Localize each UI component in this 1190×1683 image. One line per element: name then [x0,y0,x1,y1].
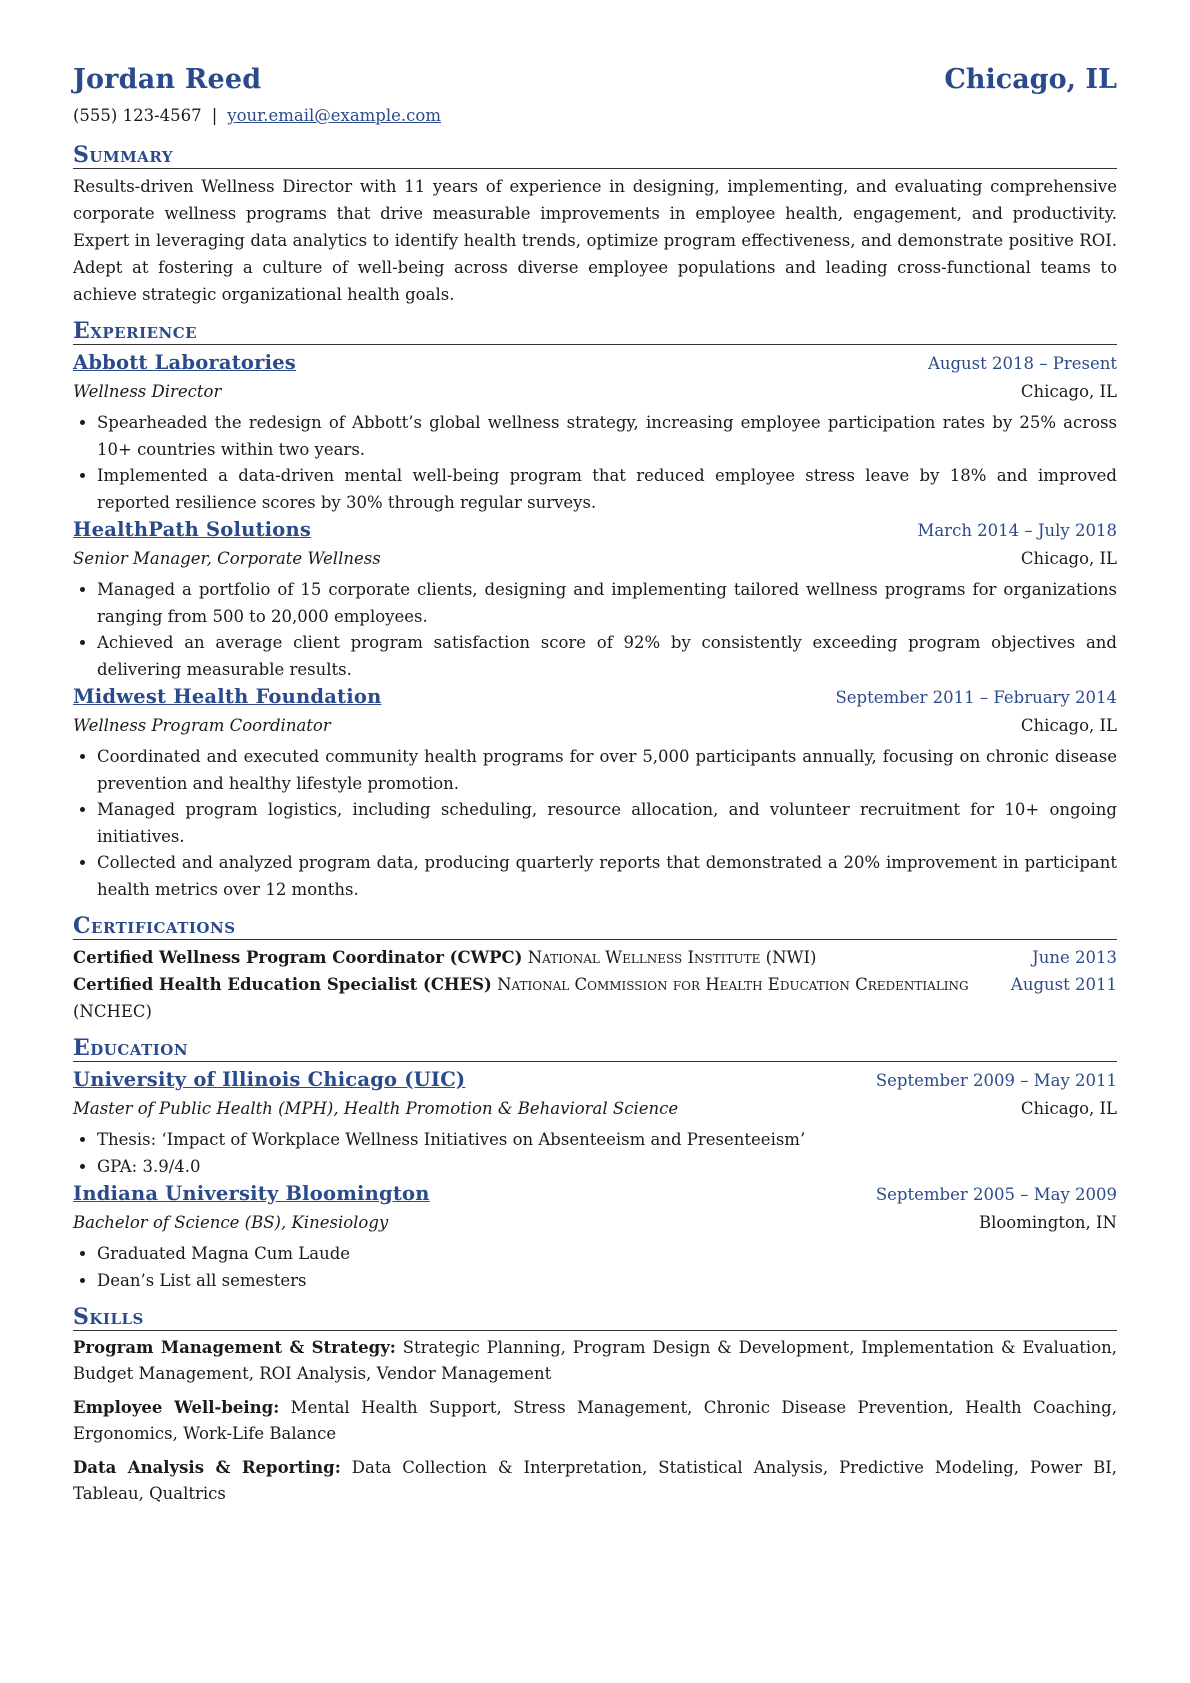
contact-separator: | [211,106,218,125]
skill-group-items: Strategic Planning, Program Design & Development, Implementation & Evaluation, Budget Management, ROI Analysis, Vendor Management [73,1338,1118,1383]
job-dates: August 2018 – Present [927,354,1117,373]
certification-entry [73,971,1117,1025]
list-item: • Dean’s List all semesters [97,1268,1117,1295]
skill-group-items: Mental Health Support, Stress Management, Chronic Disease Prevention, Health Coaching, Ergonomics, Work-Life Balance [73,1398,1117,1443]
section-title-certifications: Certifications [73,913,1117,940]
candidate-name: Jordan Reed [73,64,262,95]
section-title-skills: Skills [73,1304,1117,1331]
resume-header [73,64,1117,104]
school-link[interactable]: University of Illinois Chicago (UIC) [73,1068,466,1091]
contact-line [73,106,1117,132]
certification-issuer: National Commission for Health Education Credentialing (NCHEC) [73,975,969,1021]
job-location: Chicago, IL [1020,382,1117,401]
certification-date: June 2013 [1032,948,1117,967]
school-dates: September 2005 – May 2009 [875,1185,1117,1204]
education-bullets [73,1127,1117,1180]
school-location: Bloomington, IN [978,1213,1117,1232]
section-title-education: Education [73,1035,1117,1062]
certification-name: Certified Wellness Program Coordinator (CWPC) [73,948,523,967]
job-bullets [73,577,1117,683]
school-location: Chicago, IL [1020,1099,1117,1118]
education-bullets [73,1241,1117,1294]
certification-entry [73,944,1117,971]
list-item: • Managed a portfolio of 15 corporate clients, designing and implementing tailored wellness programs for organizations ranging from 500 to 20,000 employees. [97,577,1117,630]
certification-date: August 2011 [1010,975,1117,994]
job-location: Chicago, IL [1020,716,1117,735]
section-title-experience: Experience [73,318,1117,345]
list-item: • Graduated Magna Cum Laude [97,1241,1117,1268]
degree-title: Master of Public Health (MPH), Health Promotion & Behavioral Science [73,1099,679,1118]
employer-link[interactable]: Abbott Laboratories [73,351,296,374]
job-dates: September 2011 – February 2014 [835,688,1117,707]
summary-text: Results-driven Wellness Director with 11 years of experience in designing, implementing, and evaluating comprehensive corporate wellness programs that drive measurable improvements in employee health, engagement, and productivity. Expert in leveraging data analytics to identify health trends, optimize program effectiveness, and demonstrate positive ROI. Adept at fostering a culture of well-being across diverse employee populations and leading cross-functional teams to achieve strategic organizational health goals. [73,177,1117,304]
job-location: Chicago, IL [1020,549,1117,568]
phone-number: (555) 123-4567 [73,106,202,125]
certification-name: Certified Health Education Specialist (CHES) [73,975,492,994]
experience-entry [73,683,1117,903]
degree-title: Bachelor of Science (BS), Kinesiology [73,1213,389,1232]
employer-link[interactable]: HealthPath Solutions [73,518,312,541]
skill-group [73,1455,1117,1507]
list-item: • Collected and analyzed program data, producing quarterly reports that demonstrated a 20% improvement in participant health metrics over 12 months. [97,850,1117,903]
job-title: Wellness Program Coordinator [73,716,331,735]
job-title: Wellness Director [73,382,222,401]
job-dates: March 2014 – July 2018 [917,521,1117,540]
job-bullets [73,410,1117,516]
skill-group [73,1395,1117,1447]
certification-issuer: National Wellness Institute (NWI) [527,948,817,967]
candidate-location: Chicago, IL [944,64,1117,95]
skill-group-items: Data Collection & Interpretation, Statistical Analysis, Predictive Modeling, Power BI, Tableau, Qualtrics [73,1458,1118,1503]
list-item: • GPA: 3.9/4.0 [97,1154,1117,1181]
section-title-summary: Summary [73,142,1117,169]
list-item: • Achieved an average client program satisfaction score of 92% by consistently exceeding program objectives and delivering measurable results. [97,630,1117,683]
experience-entry [73,516,1117,683]
skill-group [73,1335,1117,1387]
list-item: • Spearheaded the redesign of Abbott’s global wellness strategy, increasing employee participation rates by 25% across 10+ countries within two years. [97,410,1117,463]
education-entry [73,1066,1117,1180]
employer-link[interactable]: Midwest Health Foundation [73,685,382,708]
experience-entry [73,349,1117,516]
email-link[interactable]: your.email@example.com [227,106,441,125]
list-item: • Implemented a data-driven mental well-being program that reduced employee stress leave by 18% and improved reported resilience scores by 30% through regular surveys. [97,463,1117,516]
list-item: • Coordinated and executed community health programs for over 5,000 participants annually, focusing on chronic disease prevention and healthy lifestyle promotion. [97,744,1117,797]
skill-group-label: Employee Well-being: [73,1398,280,1417]
skill-group-label: Data Analysis & Reporting: [73,1458,341,1477]
school-dates: September 2009 – May 2011 [875,1071,1117,1090]
education-entry [73,1180,1117,1294]
skill-group-label: Program Management & Strategy: [73,1338,396,1357]
job-bullets [73,744,1117,903]
list-item: • Thesis: ‘Impact of Workplace Wellness Initiatives on Absenteeism and Presenteeism’ [97,1127,1117,1154]
job-title: Senior Manager, Corporate Wellness [73,549,381,568]
list-item: • Managed program logistics, including scheduling, resource allocation, and volunteer recruitment for 10+ ongoing initiatives. [97,797,1117,850]
school-link[interactable]: Indiana University Bloomington [73,1182,430,1205]
